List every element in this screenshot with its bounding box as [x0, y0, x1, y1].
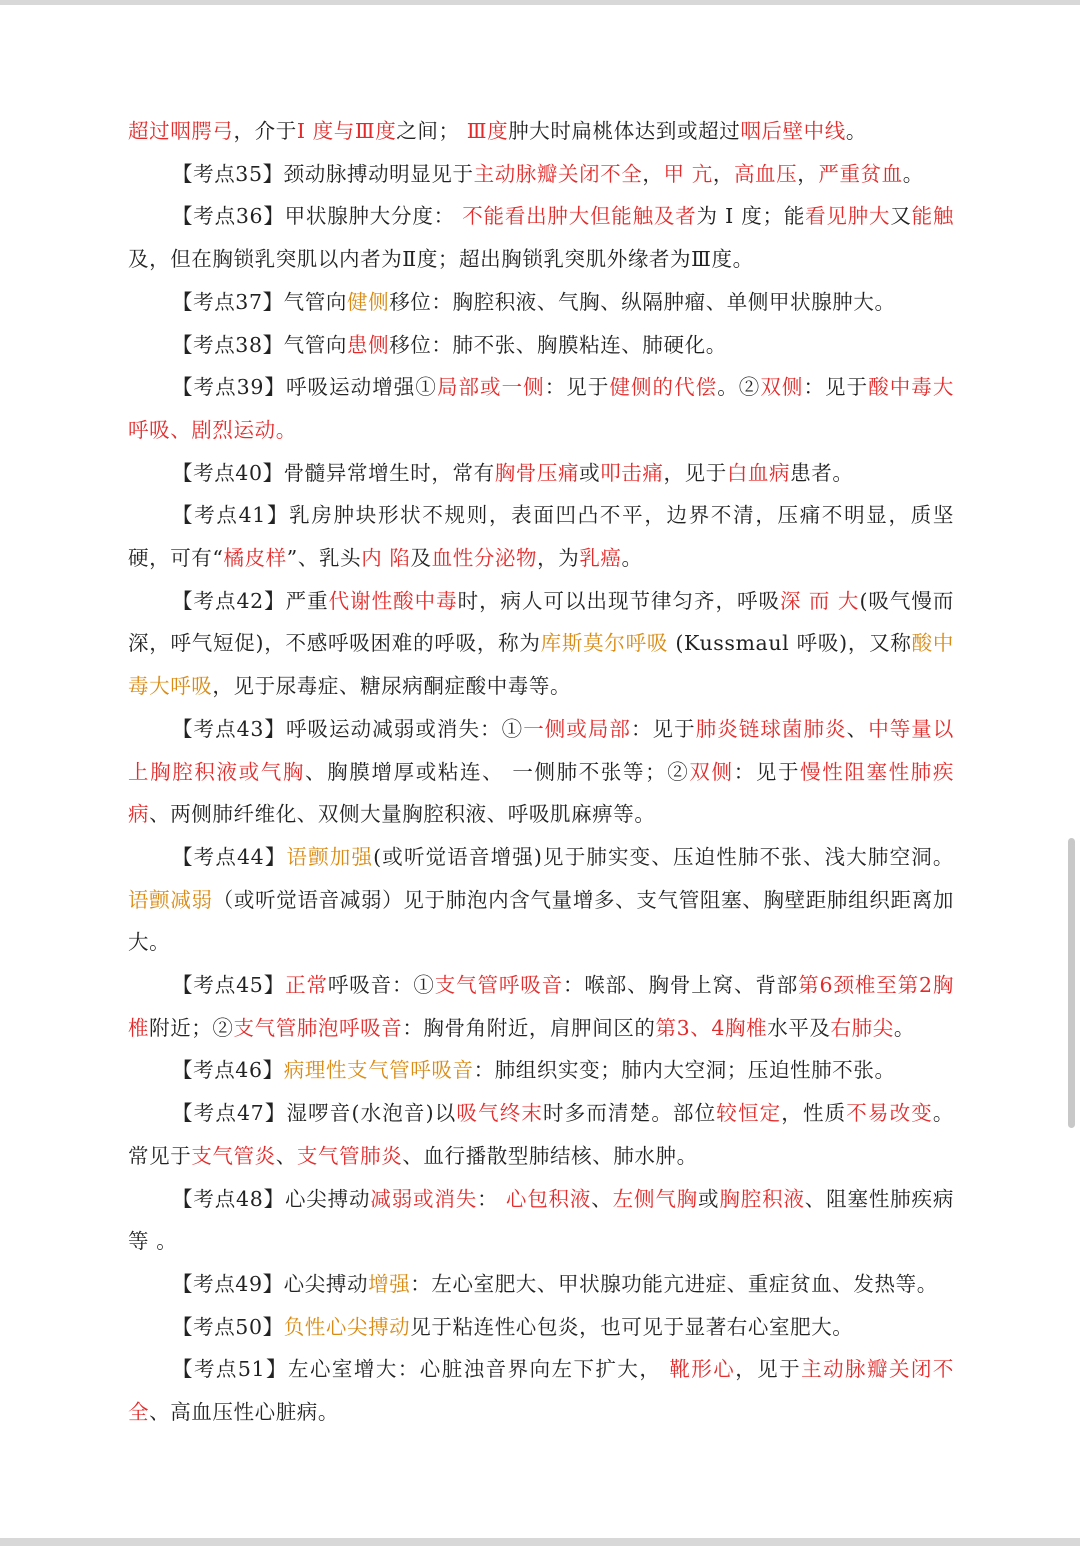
- text-run: 及，但在胸锁乳突肌以内者为Ⅱ度；超出胸锁乳突肌外缘者为Ⅲ度。: [128, 247, 754, 272]
- paragraph-p41: [128, 494, 954, 579]
- text-run: ”、乳头: [286, 546, 362, 571]
- bottom-divider: [0, 1538, 1080, 1546]
- paragraph-p47: [128, 1092, 954, 1177]
- highlighted-term: 叩击痛: [600, 460, 664, 485]
- highlighted-term: Ⅲ度: [466, 119, 509, 143]
- highlighted-term: 主动脉瓣关闭不全: [128, 1357, 954, 1425]
- text-run: 移位：胸腔积液、气胸、纵隔肿瘤、单侧甲状腺肿大。: [389, 289, 896, 314]
- scrollbar-thumb[interactable]: [1068, 838, 1075, 1128]
- document-page: [128, 110, 954, 1434]
- highlighted-term: 白血病: [726, 460, 791, 485]
- highlighted-term: 看见肿大: [805, 204, 891, 229]
- text-run: 【考点37】气管向: [172, 289, 347, 314]
- text-run: ，见于: [663, 460, 727, 485]
- text-run: 【考点42】严重: [172, 588, 329, 613]
- highlighted-term: 支气管炎: [191, 1143, 276, 1168]
- highlighted-term: 双侧: [760, 375, 804, 400]
- highlighted-term: 健侧的代偿: [609, 375, 718, 400]
- highlighted-term: Ⅰ 度与Ⅲ度: [296, 119, 397, 143]
- text-run: ，见于尿毒症、糖尿病酮症酸中毒等。: [212, 674, 572, 699]
- text-run: ，性质: [781, 1101, 847, 1126]
- text-run: ：见于: [544, 375, 610, 400]
- text-run: ：喉部、胸骨上窝、背部: [563, 973, 799, 998]
- text-run: 【考点50】: [172, 1314, 284, 1339]
- text-run: 又: [890, 204, 912, 229]
- text-run: 【考点40】骨髓异常增生时，常有: [172, 460, 495, 485]
- highlighted-term: 血性分泌物: [431, 546, 538, 571]
- text-run: ：: [477, 1186, 506, 1211]
- highlighted-term: 胸骨压痛: [494, 460, 580, 485]
- text-run: ，: [642, 161, 664, 186]
- highlighted-term: 靴形心: [669, 1357, 736, 1382]
- highlighted-term: 不易改变: [846, 1101, 933, 1126]
- text-run: 或: [579, 460, 601, 485]
- text-run: 为 Ⅰ 度；能: [696, 204, 806, 229]
- highlighted-term: 严重贫血: [818, 161, 903, 186]
- highlighted-term: 胸腔积液: [719, 1186, 805, 1211]
- paragraph-p36: [128, 195, 954, 280]
- paragraph-p44: [128, 836, 954, 964]
- highlighted-term: 健侧: [347, 289, 390, 314]
- text-run: 【考点46】: [172, 1058, 284, 1083]
- highlighted-term: 中等量以上胸腔积液或气胸: [128, 716, 954, 784]
- text-run: 及: [410, 546, 432, 571]
- text-run: ：左心室肥大、甲状腺功能亢进症、重症贫血、发热等。: [410, 1271, 938, 1296]
- highlighted-term: 支气管肺泡呼吸音: [233, 1015, 403, 1040]
- text-run: ：见于: [733, 759, 801, 784]
- text-run: 【考点43】呼吸运动减弱或消失：①: [172, 716, 524, 741]
- highlighted-term: 左侧气胸: [612, 1186, 699, 1211]
- highlighted-term: 一侧或局部: [523, 716, 631, 741]
- paragraph-p42: [128, 580, 954, 708]
- text-run: 。常见于: [128, 1101, 955, 1168]
- highlighted-term: 支气管呼吸音: [434, 973, 564, 998]
- highlighted-term: 增强: [368, 1271, 411, 1296]
- text-run: 【考点51】左心室增大：心脏浊音界向左下扩大，: [172, 1357, 670, 1382]
- text-run: 【考点41】乳房肿块形状不规则，表面凹凸不平，边界不清，压痛不明显，质坚硬，可有“: [128, 503, 954, 571]
- text-run: 、: [275, 1143, 297, 1168]
- text-run: ：见于: [631, 716, 696, 741]
- highlighted-term: 吸气终末: [456, 1101, 544, 1126]
- highlighted-term: 库斯莫尔呼吸: [540, 631, 669, 656]
- text-run: 、: [846, 716, 869, 741]
- highlighted-term: 甲 亢: [663, 161, 713, 186]
- highlighted-term: 慢性阻塞性肺疾病: [128, 759, 954, 827]
- text-run: 【考点35】颈动脉搏动明显见于: [172, 161, 474, 186]
- text-run: ，介于: [233, 119, 297, 143]
- text-run: 、阻塞性肺疾病等 。: [128, 1186, 955, 1254]
- paragraph-p45: [128, 964, 954, 1049]
- text-run: ：肺组织实变；肺内大空洞；压迫性肺不张。: [473, 1058, 896, 1083]
- highlighted-term: 正常: [285, 973, 328, 998]
- highlighted-term: 橘皮样: [223, 546, 287, 571]
- paragraph-p51: [128, 1348, 954, 1433]
- text-run: 【考点44】: [172, 844, 287, 869]
- text-run: 【考点36】甲状腺肿大分度：: [172, 204, 463, 229]
- highlighted-term: 语颤减弱: [128, 887, 213, 912]
- highlighted-term: 咽后壁中线: [740, 119, 846, 143]
- text-run: 附近；②: [149, 1015, 234, 1040]
- highlighted-term: 能触: [911, 204, 954, 229]
- highlighted-term: 代谢性酸中毒: [328, 588, 458, 613]
- highlighted-term: 负性心尖搏动: [283, 1314, 411, 1339]
- highlighted-term: 局部或一侧: [436, 375, 545, 400]
- text-run: 。: [621, 546, 643, 571]
- text-run: 患者。: [790, 460, 854, 485]
- paragraph-p37: [128, 281, 954, 324]
- highlighted-term: 肺炎链球菌肺炎: [695, 716, 847, 741]
- text-run: （或听觉语音减弱）见于肺泡内含气量增多、支气管阻塞、胸壁距肺组织距离加大。: [128, 887, 955, 955]
- text-run: (Kussmaul 呼吸)，又称: [668, 631, 912, 656]
- text-run: 时，病人可以出现节律匀齐，呼吸: [457, 588, 780, 613]
- text-run: (或听觉语音增强)见于肺实变、压迫性肺不张、浅大肺空洞。: [373, 844, 955, 869]
- paragraph-p49: [128, 1263, 954, 1306]
- text-run: 或: [698, 1186, 720, 1211]
- text-run: ，: [712, 161, 734, 186]
- text-run: 。②: [717, 375, 761, 400]
- highlighted-term: 不能看出肿大但能触及者: [462, 204, 697, 229]
- text-run: 。: [893, 1015, 915, 1040]
- highlighted-term: 第6颈椎至第2胸椎: [128, 973, 955, 1040]
- text-run: 、两侧肺纤维化、双侧大量胸腔积液、呼吸肌麻痹等。: [149, 802, 656, 827]
- paragraph-p48: [128, 1178, 954, 1263]
- text-run: 【考点49】心尖搏动: [172, 1271, 369, 1296]
- text-run: 、: [591, 1186, 613, 1211]
- text-run: 呼吸音：①: [327, 973, 435, 998]
- paragraph-p40: [128, 452, 954, 495]
- text-run: ：见于: [803, 375, 869, 400]
- highlighted-term: 病理性支气管呼吸音: [283, 1058, 474, 1083]
- text-run: 。: [902, 161, 924, 186]
- highlighted-term: 高血压: [733, 161, 798, 186]
- text-run: ，为: [537, 546, 580, 571]
- highlighted-term: 乳癌: [579, 546, 622, 571]
- text-run: 水平及: [767, 1015, 831, 1040]
- text-run: 见于粘连性心包炎，也可见于显著右心室肥大。: [410, 1314, 854, 1339]
- paragraph-p35: [128, 153, 954, 196]
- highlighted-term: 患侧: [347, 332, 390, 357]
- highlighted-term: 酸中毒大呼吸、剧烈运动。: [128, 375, 954, 442]
- highlighted-term: 减弱或消失: [370, 1186, 478, 1211]
- highlighted-term: 超过咽腭弓: [128, 119, 234, 143]
- text-run: 之间；: [396, 119, 467, 143]
- top-divider: [0, 0, 1080, 5]
- text-run: (吸气慢而深，呼气短促)，不感呼吸困难的呼吸，称为: [128, 588, 954, 656]
- highlighted-term: 较恒定: [716, 1101, 782, 1126]
- paragraph-p38: [128, 324, 954, 367]
- paragraph-p39: [128, 366, 954, 451]
- text-run: 【考点48】心尖搏动: [172, 1186, 371, 1211]
- highlighted-term: 右肺尖: [830, 1015, 894, 1040]
- text-run: 。: [845, 119, 867, 143]
- highlighted-term: 第3、4胸椎: [655, 1015, 768, 1040]
- text-run: 、胸膜增厚或粘连、 一侧肺不张等；②: [305, 759, 690, 784]
- highlighted-term: 内 陷: [361, 546, 411, 571]
- highlighted-term: 双侧: [689, 759, 734, 784]
- highlighted-term: 支气管肺炎: [296, 1143, 403, 1168]
- text-run: 【考点38】气管向: [172, 332, 347, 357]
- text-run: 【考点47】湿啰音(水泡音)以: [172, 1101, 457, 1126]
- paragraph-p50: [128, 1306, 954, 1349]
- text-run: 、高血压性心脏病。: [149, 1400, 340, 1425]
- text-run: 时多而清楚。部位: [543, 1101, 717, 1126]
- highlighted-term: 主动脉瓣关闭不全: [473, 161, 643, 186]
- paragraph-p43: [128, 708, 954, 836]
- highlighted-term: 心包积液: [505, 1186, 592, 1211]
- text-run: 肿大时扁桃体达到或超过: [508, 119, 741, 143]
- text-run: 【考点45】: [172, 973, 286, 998]
- text-run: 移位：肺不张、胸膜粘连、肺硬化。: [389, 332, 727, 357]
- text-run: ，见于: [735, 1357, 802, 1382]
- highlighted-term: 酸中毒大呼吸: [128, 631, 954, 699]
- highlighted-term: 深 而 大: [779, 588, 860, 613]
- text-run: 、血行播散型肺结核、肺水肿。: [402, 1143, 698, 1168]
- paragraph-p0: [128, 110, 954, 153]
- highlighted-term: 语颤加强: [286, 844, 374, 869]
- text-run: 【考点39】呼吸运动增强①: [172, 375, 437, 400]
- paragraph-p46: [128, 1049, 954, 1092]
- text-run: ：胸骨角附近，肩胛间区的: [402, 1015, 656, 1040]
- text-run: ，: [797, 161, 819, 186]
